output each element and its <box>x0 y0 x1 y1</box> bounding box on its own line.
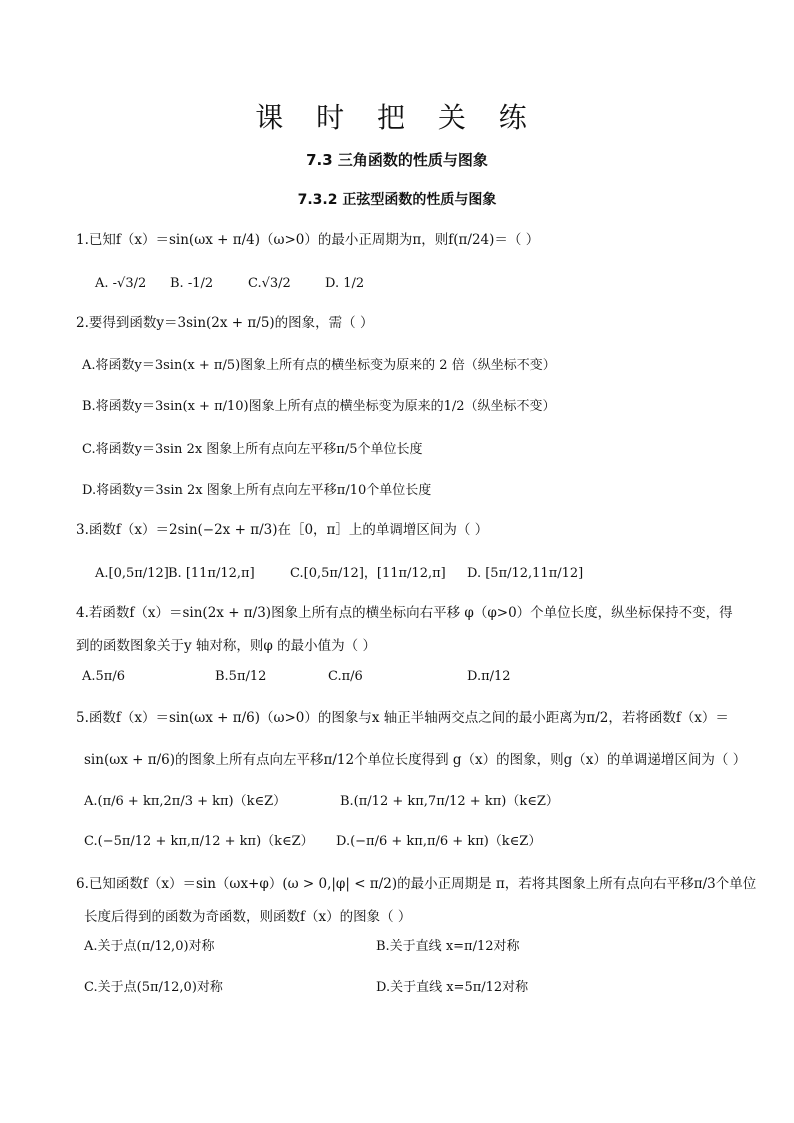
question-1-stem: 1.已知f（x）＝sin(ωx + π/4)（ω>0）的最小正周期为π，则f(π/24)＝（ ） <box>76 232 540 248</box>
question-1-option-b: B. -1/2 <box>170 276 214 291</box>
question-4-option-d: D.π/12 <box>467 669 511 684</box>
question-5-option-d: D.(−π/6 + kπ,π/6 + kπ)（k∈Z） <box>336 834 542 849</box>
question-5-option-c: C.(−5π/12 + kπ,π/12 + kπ)（k∈Z） <box>84 834 314 849</box>
question-6-option-a: A.关于点(π/12,0)对称 <box>84 939 215 954</box>
question-6-stem-line-1: 6.已知函数f（x）＝sin（ωx+φ）(ω > 0,|φ| < π/2)的最小正周期是 π，若将其图象上所有点向右平移π/3个单位 <box>76 876 757 892</box>
question-2-stem: 2.要得到函数y＝3sin(2x + π/5)的图象，需（ ） <box>76 315 374 331</box>
question-3-option-a: A.[0,5π/12] <box>95 566 169 581</box>
question-4-option-a: A.5π/6 <box>82 669 125 684</box>
question-1-option-c: C.√3/2 <box>248 276 291 291</box>
page-title: 课 时 把 关 练 <box>255 101 539 134</box>
question-1-option-d: D. 1/2 <box>325 276 365 291</box>
question-6-option-b: B.关于直线 x=π/12对称 <box>376 939 520 954</box>
question-4-stem-line-2: 到的函数图象关于y 轴对称，则φ 的最小值为（ ） <box>76 638 376 654</box>
question-2-option-b: B.将函数y＝3sin(x + π/10)图象上所有点的横坐标变为原来的1/2（纵坐标不变） <box>82 399 556 414</box>
subsection-title: 7.3.2 正弦型函数的性质与图象 <box>297 192 497 208</box>
question-3-option-d: D. [5π/12,11π/12] <box>467 566 584 581</box>
question-6-option-c: C.关于点(5π/12,0)对称 <box>84 980 223 995</box>
question-6-stem-line-2: 长度后得到的函数为奇函数，则函数f（x）的图象（ ） <box>84 909 412 925</box>
section-title: 7.3 三角函数的性质与图象 <box>306 151 488 169</box>
question-2-option-a: A.将函数y＝3sin(x + π/5)图象上所有点的横坐标变为原来的 2 倍（纵坐标不变） <box>82 358 556 373</box>
question-6-option-d: D.关于直线 x=5π/12对称 <box>376 980 529 995</box>
question-5-option-b: B.(π/12 + kπ,7π/12 + kπ)（k∈Z） <box>340 794 559 809</box>
question-3-option-b: B. [11π/12,π] <box>168 566 255 581</box>
question-5-stem-line-2: sin(ωx + π/6)的图象上所有点向左平移π/12个单位长度得到 g（x）的图象，则g（x）的单调递增区间为（ ） <box>84 752 747 768</box>
question-3-stem: 3.函数f（x）＝2sin(−2x + π/3)在［0，π］上的单调增区间为（ ） <box>76 522 489 538</box>
question-4-option-c: C.π/6 <box>328 669 363 684</box>
question-3-option-c: C.[0,5π/12]，[11π/12,π] <box>290 566 446 581</box>
question-4-stem-line-1: 4.若函数f（x）＝sin(2x + π/3)图象上所有点的横坐标向右平移 φ（φ>0）个单位长度，纵坐标保持不变，得 <box>76 605 733 621</box>
question-2-option-c: C.将函数y＝3sin 2x 图象上所有点向左平移π/5个单位长度 <box>82 442 423 457</box>
question-4-option-b: B.5π/12 <box>215 669 267 684</box>
question-2-option-d: D.将函数y＝3sin 2x 图象上所有点向左平移π/10个单位长度 <box>82 483 432 498</box>
question-5-option-a: A.(π/6 + kπ,2π/3 + kπ)（k∈Z） <box>84 794 287 809</box>
question-1-option-a: A. -√3/2 <box>95 276 147 291</box>
question-5-stem-line-1: 5.函数f（x）＝sin(ωx + π/6)（ω>0）的图象与x 轴正半轴两交点之间的最小距离为π/2，若将函数f（x）＝ <box>76 710 729 726</box>
